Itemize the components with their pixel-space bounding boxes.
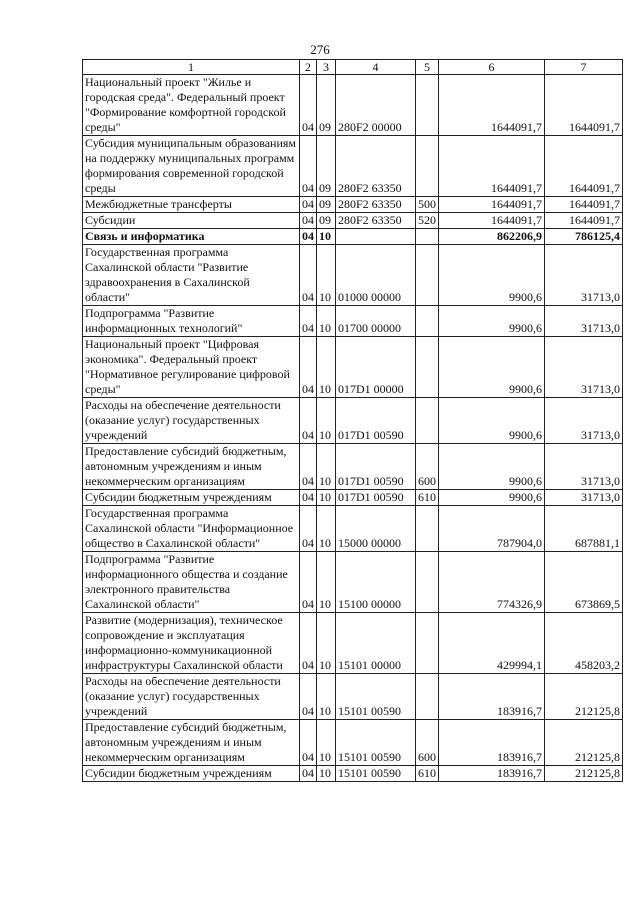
target-article-cell: 15000 00000 <box>336 506 416 552</box>
amount-year1-cell: 9900,6 <box>439 490 545 506</box>
amount-year2-cell: 1644091,7 <box>545 197 623 213</box>
amount-year1-cell: 1644091,7 <box>439 75 545 136</box>
subsection-code-cell: 10 <box>317 444 336 490</box>
expense-type-cell <box>416 506 439 552</box>
expense-name-cell: Субсидии <box>83 213 300 229</box>
amount-year2-cell: 212125,8 <box>545 674 623 720</box>
target-article-cell: 017D1 00000 <box>336 337 416 398</box>
section-code-cell: 04 <box>300 490 317 506</box>
header-row <box>83 60 623 75</box>
expense-name-cell: Предоставление субсидий бюджетным, автономным учреждениям и иным некоммерческим организациям <box>83 720 300 766</box>
target-article-cell: 017D1 00590 <box>336 398 416 444</box>
table-row <box>83 245 623 306</box>
section-code-cell: 04 <box>300 306 317 337</box>
expense-name-cell: Государственная программа Сахалинской области "Развитие здравоохранения в Сахалинской области" <box>83 245 300 306</box>
section-code-cell: 04 <box>300 75 317 136</box>
section-code-cell: 04 <box>300 197 317 213</box>
expense-name-cell: Национальный проект "Жилье и городская среда". Федеральный проект "Формирование комфортной городской среды" <box>83 75 300 136</box>
section-code-cell: 04 <box>300 337 317 398</box>
expense-name-cell: Связь и информатика <box>83 229 300 245</box>
expense-type-cell: 610 <box>416 490 439 506</box>
target-article-cell: 280F2 63350 <box>336 213 416 229</box>
expense-type-cell <box>416 136 439 197</box>
table-row <box>83 306 623 337</box>
target-article-cell: 15101 00590 <box>336 674 416 720</box>
subsection-code-cell: 10 <box>317 613 336 674</box>
amount-year2-cell: 31713,0 <box>545 444 623 490</box>
expense-type-cell <box>416 613 439 674</box>
subsection-code-cell: 09 <box>317 75 336 136</box>
amount-year1-cell: 1644091,7 <box>439 136 545 197</box>
amount-year2-cell: 31713,0 <box>545 306 623 337</box>
amount-year1-cell: 9900,6 <box>439 245 545 306</box>
amount-year1-cell: 9900,6 <box>439 337 545 398</box>
target-article-cell: 017D1 00590 <box>336 490 416 506</box>
amount-year1-cell: 862206,9 <box>439 229 545 245</box>
page-number: 276 <box>310 42 330 57</box>
amount-year2-cell: 31713,0 <box>545 245 623 306</box>
expense-type-cell: 610 <box>416 766 439 782</box>
table-row <box>83 229 623 245</box>
section-code-cell: 04 <box>300 213 317 229</box>
table-row <box>83 490 623 506</box>
subsection-code-cell: 10 <box>317 720 336 766</box>
amount-year2-cell: 1644091,7 <box>545 75 623 136</box>
subsection-code-cell: 10 <box>317 398 336 444</box>
table-body <box>83 75 623 782</box>
amount-year1-cell: 774326,9 <box>439 552 545 613</box>
table-row <box>83 213 623 229</box>
amount-year1-cell: 1644091,7 <box>439 197 545 213</box>
section-code-cell: 04 <box>300 613 317 674</box>
amount-year1-cell: 183916,7 <box>439 720 545 766</box>
amount-year1-cell: 1644091,7 <box>439 213 545 229</box>
amount-year2-cell: 1644091,7 <box>545 136 623 197</box>
subsection-code-cell: 09 <box>317 136 336 197</box>
amount-year2-cell: 673869,5 <box>545 552 623 613</box>
expense-name-cell: Субсидия муниципальным образованиям на поддержку муниципальных программ формирования современной городской среды <box>83 136 300 197</box>
expense-name-cell: Предоставление субсидий бюджетным, автономным учреждениям и иным некоммерческим организациям <box>83 444 300 490</box>
target-article-cell: 01700 00000 <box>336 306 416 337</box>
amount-year1-cell: 183916,7 <box>439 674 545 720</box>
amount-year1-cell: 429994,1 <box>439 613 545 674</box>
amount-year2-cell: 786125,4 <box>545 229 623 245</box>
target-article-cell: 15100 00000 <box>336 552 416 613</box>
amount-year2-cell: 458203,2 <box>545 613 623 674</box>
column-header: 4 <box>336 60 416 75</box>
section-code-cell: 04 <box>300 136 317 197</box>
column-header: 2 <box>300 60 317 75</box>
amount-year2-cell: 212125,8 <box>545 766 623 782</box>
subsection-code-cell: 10 <box>317 490 336 506</box>
subsection-code-cell: 09 <box>317 197 336 213</box>
section-code-cell: 04 <box>300 674 317 720</box>
table-row <box>83 720 623 766</box>
table-row <box>83 197 623 213</box>
section-code-cell: 04 <box>300 552 317 613</box>
column-header: 5 <box>416 60 439 75</box>
table-row <box>83 444 623 490</box>
table-row <box>83 337 623 398</box>
section-code-cell: 04 <box>300 444 317 490</box>
expense-type-cell: 600 <box>416 720 439 766</box>
expense-name-cell: Подпрограмма "Развитие информационных технологий" <box>83 306 300 337</box>
table-row <box>83 75 623 136</box>
target-article-cell: 15101 00590 <box>336 720 416 766</box>
amount-year2-cell: 1644091,7 <box>545 213 623 229</box>
column-header: 7 <box>545 60 623 75</box>
expense-name-cell: Подпрограмма "Развитие информационного общества и создание электронного правительства Сахалинской области" <box>83 552 300 613</box>
expense-type-cell: 500 <box>416 197 439 213</box>
target-article-cell: 280F2 63350 <box>336 136 416 197</box>
expense-type-cell <box>416 674 439 720</box>
amount-year1-cell: 787904,0 <box>439 506 545 552</box>
expense-type-cell: 600 <box>416 444 439 490</box>
section-code-cell: 04 <box>300 766 317 782</box>
amount-year2-cell: 31713,0 <box>545 490 623 506</box>
expense-type-cell <box>416 245 439 306</box>
expense-type-cell <box>416 229 439 245</box>
table-row <box>83 136 623 197</box>
amount-year2-cell: 31713,0 <box>545 337 623 398</box>
section-code-cell: 04 <box>300 245 317 306</box>
expense-type-cell <box>416 75 439 136</box>
expense-name-cell: Национальный проект "Цифровая экономика". Федеральный проект "Нормативное регулирование цифровой среды" <box>83 337 300 398</box>
subsection-code-cell: 10 <box>317 506 336 552</box>
amount-year1-cell: 9900,6 <box>439 306 545 337</box>
subsection-code-cell: 10 <box>317 766 336 782</box>
target-article-cell: 01000 00000 <box>336 245 416 306</box>
expense-name-cell: Межбюджетные трансферты <box>83 197 300 213</box>
subsection-code-cell: 09 <box>317 213 336 229</box>
target-article-cell: 280F2 00000 <box>336 75 416 136</box>
expense-name-cell: Расходы на обеспечение деятельности (оказание услуг) государственных учреждений <box>83 674 300 720</box>
section-code-cell: 04 <box>300 229 317 245</box>
expense-name-cell: Расходы на обеспечение деятельности (оказание услуг) государственных учреждений <box>83 398 300 444</box>
amount-year1-cell: 9900,6 <box>439 398 545 444</box>
amount-year1-cell: 183916,7 <box>439 766 545 782</box>
column-header: 3 <box>317 60 336 75</box>
target-article-cell: 15101 00000 <box>336 613 416 674</box>
expense-type-cell: 520 <box>416 213 439 229</box>
section-code-cell: 04 <box>300 398 317 444</box>
expense-name-cell: Субсидии бюджетным учреждениям <box>83 490 300 506</box>
table-row <box>83 766 623 782</box>
amount-year2-cell: 31713,0 <box>545 398 623 444</box>
subsection-code-cell: 10 <box>317 306 336 337</box>
column-header: 1 <box>83 60 300 75</box>
target-article-cell: 15101 00590 <box>336 766 416 782</box>
amount-year1-cell: 9900,6 <box>439 444 545 490</box>
column-header: 6 <box>439 60 545 75</box>
expense-name-cell: Развитие (модернизация), техническое сопровождение и эксплуатация информационно-коммуникационной инфраструктуры Сахалинской области <box>83 613 300 674</box>
expense-type-cell <box>416 552 439 613</box>
target-article-cell <box>336 229 416 245</box>
table-row <box>83 506 623 552</box>
subsection-code-cell: 10 <box>317 674 336 720</box>
subsection-code-cell: 10 <box>317 229 336 245</box>
expense-type-cell <box>416 398 439 444</box>
expense-name-cell: Государственная программа Сахалинской области "Информационное общество в Сахалинской области" <box>83 506 300 552</box>
table-row <box>83 398 623 444</box>
section-code-cell: 04 <box>300 506 317 552</box>
amount-year2-cell: 687881,1 <box>545 506 623 552</box>
target-article-cell: 280F2 63350 <box>336 197 416 213</box>
subsection-code-cell: 10 <box>317 337 336 398</box>
expense-type-cell <box>416 337 439 398</box>
table-row <box>83 613 623 674</box>
subsection-code-cell: 10 <box>317 552 336 613</box>
subsection-code-cell: 10 <box>317 245 336 306</box>
budget-table <box>82 59 623 782</box>
expense-name-cell: Субсидии бюджетным учреждениям <box>83 766 300 782</box>
table-row <box>83 674 623 720</box>
expense-type-cell <box>416 306 439 337</box>
amount-year2-cell: 212125,8 <box>545 720 623 766</box>
table-row <box>83 552 623 613</box>
target-article-cell: 017D1 00590 <box>336 444 416 490</box>
section-code-cell: 04 <box>300 720 317 766</box>
